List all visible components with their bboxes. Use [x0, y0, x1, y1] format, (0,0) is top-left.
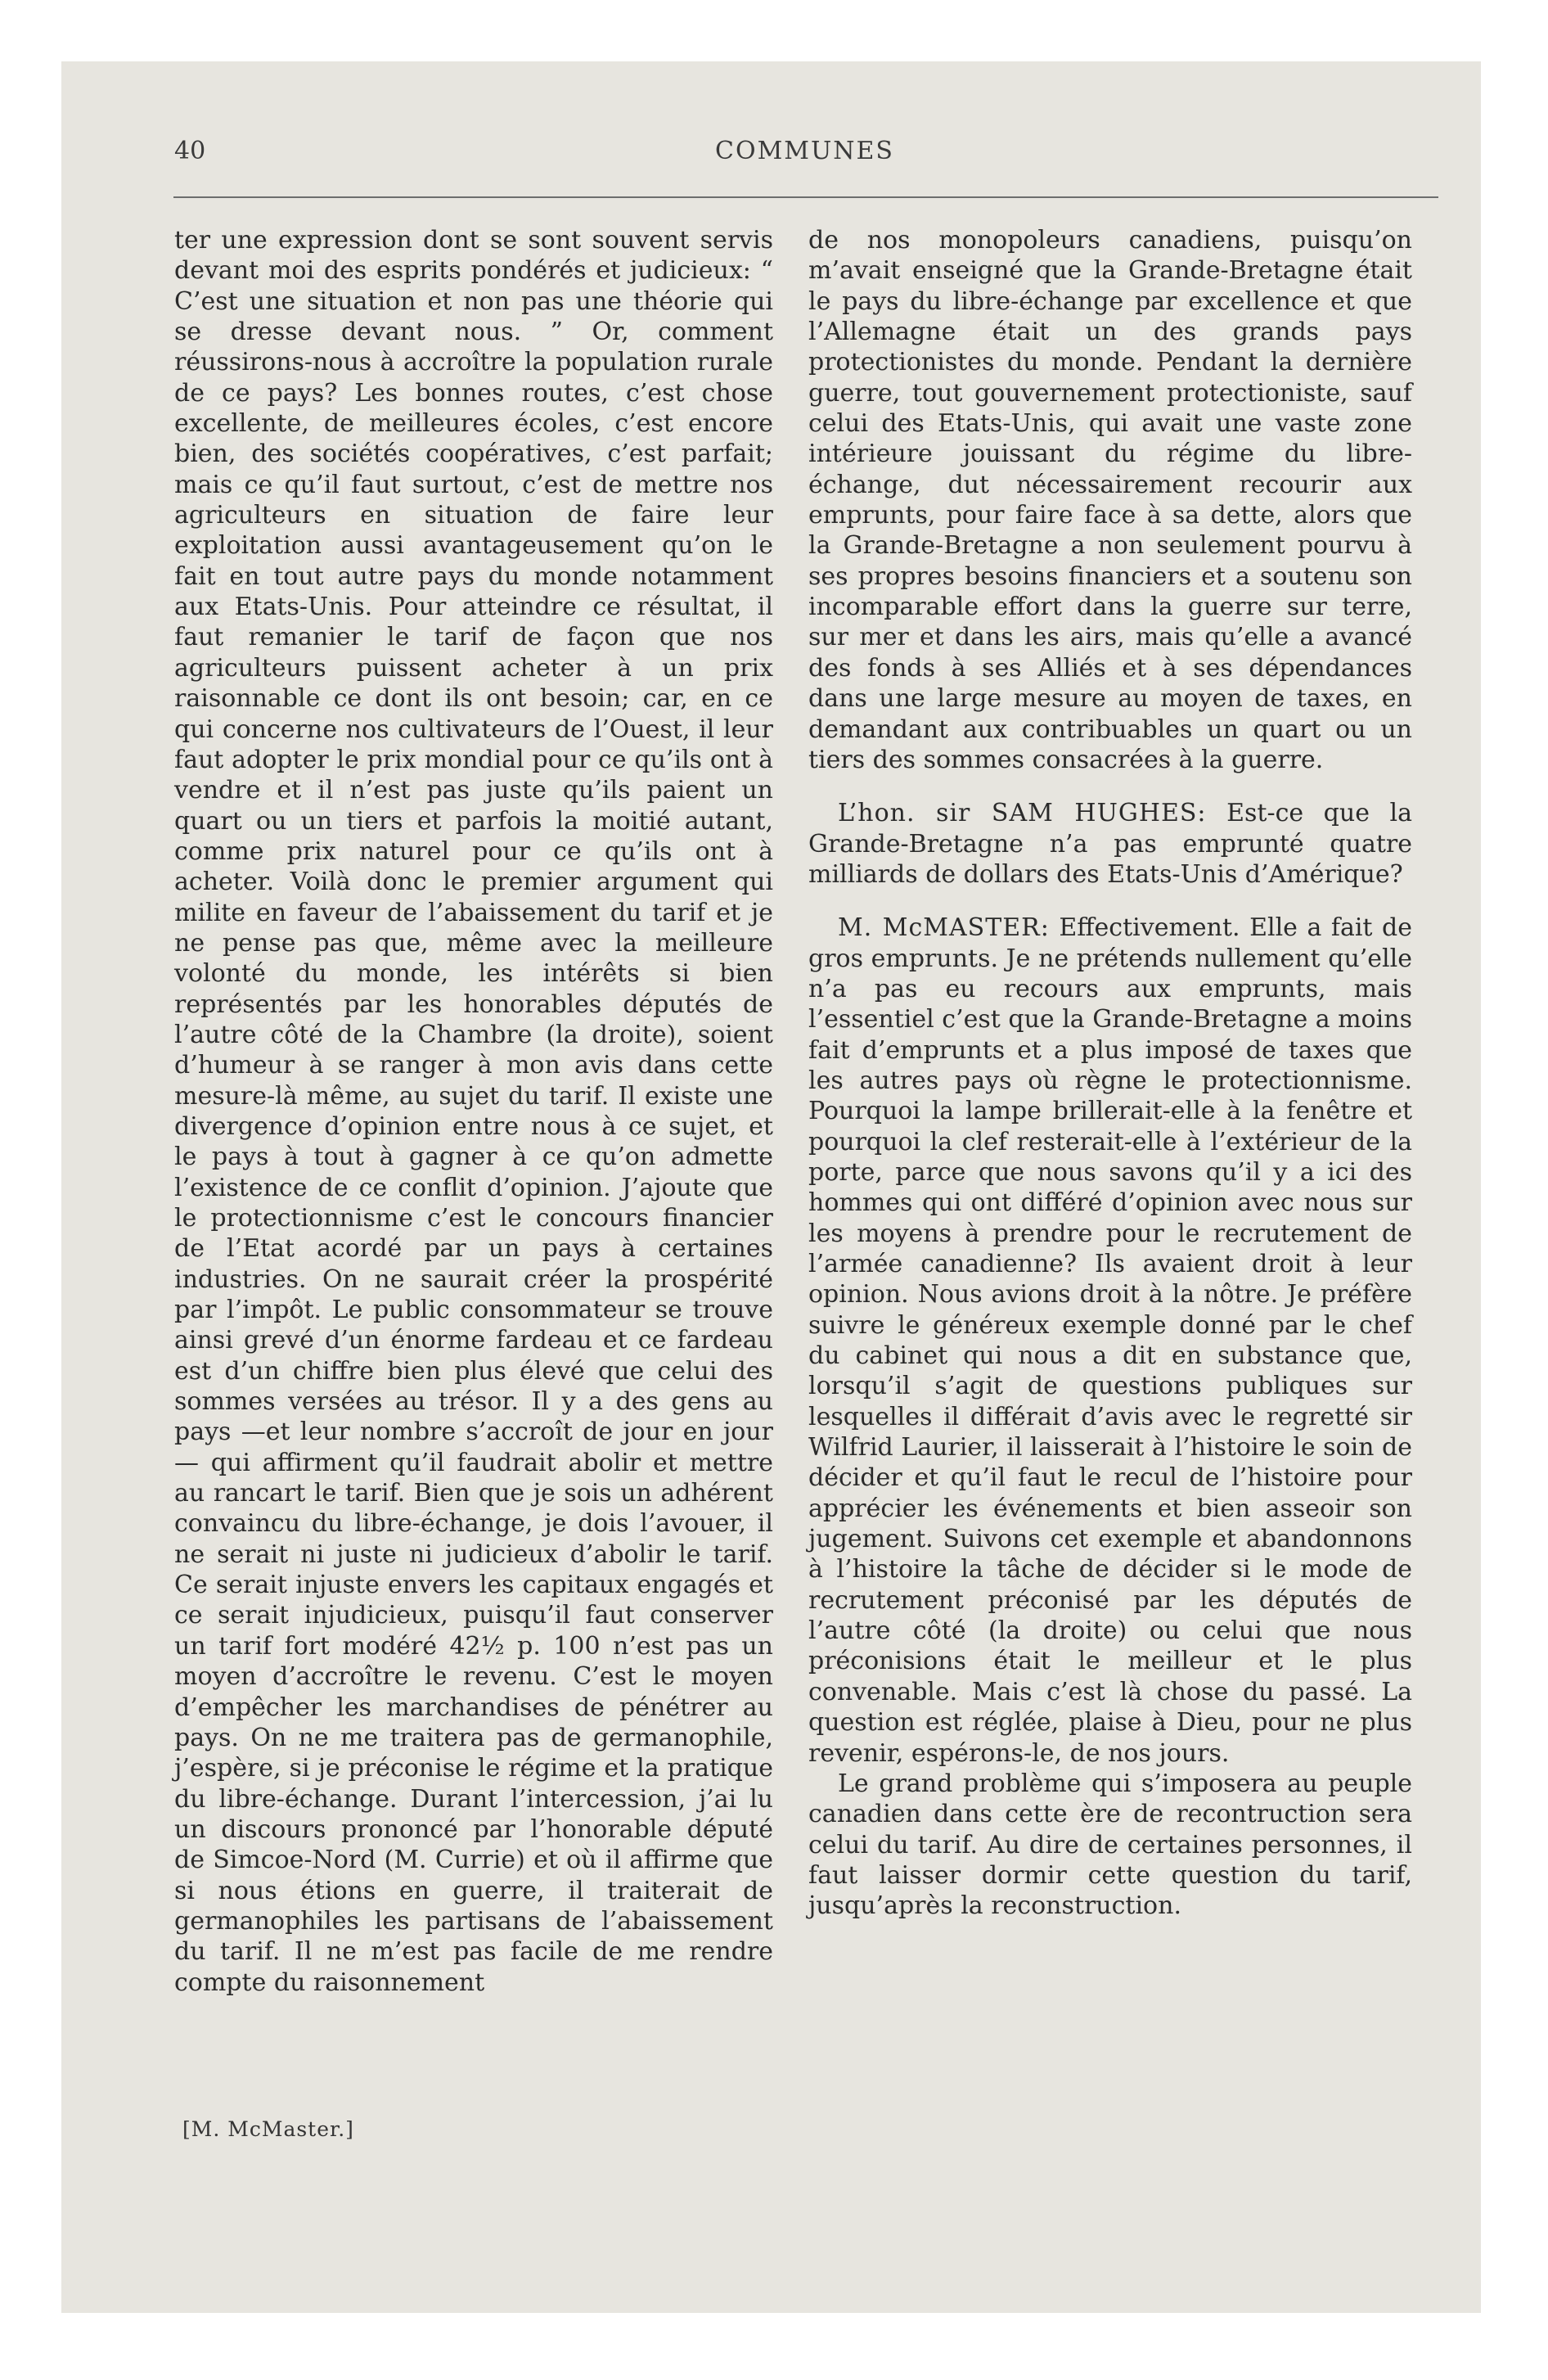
hughes-text: Est-ce que la Grande-Bretagne n’a pas emprunté quatre milliards de dollars des Etats-Unis d’Amérique? — [808, 799, 1412, 889]
right-paragraph-1: de nos monopoleurs canadiens, puisqu’on m’avait enseigné que la Grande-Bretagne était le pays du libre-échange par excellence et que l’Allemagne était un des grands pays protectionistes du monde. Pendant la dernière guerre, tout gouvernement protectioniste, sauf celui des Etats-Unis, qui avait une vaste zone intérieure jouissant du régime du libre-échange, dut nécessairement recourir aux emprunts, pour faire face à sa dette, alors que la Grande-Bretagne a non seulement pourvu à ses propres besoins financiers et a soutenu son incomparable effort dans la guerre sur terre, sur mer et dans les airs, mais qu’elle a avancé des fonds à ses Alliés et à ses dépendances dans une large mesure au moyen de taxes, en demandant aux contribuables un quart ou un tiers des sommes consacrées à la guerre. — [808, 226, 1412, 774]
page-sheet — [61, 61, 1481, 2313]
hughes-intervention — [808, 798, 1412, 890]
left-column — [174, 225, 773, 1998]
header-rule — [173, 196, 1438, 198]
page-header — [174, 137, 1435, 178]
left-paragraph: ter une expression dont se sont souvent servis devant moi des esprits pondérés et judicieux: “ C’est une situation et non pas une théorie qui se dresse devant nous. ” Or, comment réussirons-nous à accroître la population rurale de ce pays? Les bonnes routes, c’est chose excellente, de meilleures écoles, c’est encore bien, des sociétés coopératives, c’est parfait; mais ce qu’il faut surtout, c’est de mettre nos agriculteurs en situation de faire leur exploitation aussi avantageusement qu’on le fait en tout autre pays du monde notamment aux Etats-Unis. Pour atteindre ce résultat, il faut remanier le tarif de façon que nos agriculteurs puissent acheter à un prix raisonnable ce dont ils ont besoin; car, en ce qui concerne nos cultivateurs de l’Ouest, il leur faut adopter le prix mondial pour ce qu’ils ont à vendre et il n’est pas juste qu’ils paient un quart ou un tiers et parfois la moitié autant, comme prix naturel pour ce qu’ils ont à acheter. Voilà donc le premier argument qui milite en faveur de l’abaissement du tarif et je ne pense pas que, même avec la meilleure volonté du monde, les intérêts si bien représentés par les honorables députés de l’autre côté de la Chambre (la droite), soient d’humeur à se ranger à mon avis dans cette mesure-là même, au sujet du tarif. Il existe une divergence d’opinion entre nous à ce sujet, et le pays à tout à gagner à ce qu’on admette l’existence de ce conflit d’opinion. J’ajoute que le protectionnisme c’est le concours financier de l’Etat acordé par un pays à certaines industries. On ne saurait créer la prospérité par l’impôt. Le public consommateur se trouve ainsi grevé d’un énorme fardeau et ce fardeau est d’un chiffre bien plus élevé que celui des sommes versées au trésor. Il y a des gens au pays —et leur nombre s’accroît de jour en jour— qui affirment qu’il faudrait abolir et mettre au rancart le tarif. Bien que je sois un adhérent convaincu du libre-échange, je dois l’avouer, il ne serait ni juste ni judicieux d’abolir le tarif. Ce serait injuste envers les capitaux engagés et ce serait injudicieux, puisqu’il faut conserver un tarif fort modéré 42½ p. 100 n’est pas un moyen d’accroître le revenu. C’est le moyen d’empêcher les marchandises de pénétrer au pays. On ne me traitera pas de germanophile, j’espère, si je préconise le régime et la pratique du libre-échange. Durant l’intercession, j’ai lu un discours prononcé par l’honorable député de Simcoe-Nord (M. Currie) et où il affirme que si nous étions en guerre, il traiterait de germanophiles les partisans de l’abaissement du tarif. Il ne m’est pas facile de me rendre compte du raisonnement — [174, 226, 773, 1997]
speaker-hughes: L’hon. sir SAM HUGHES: — [838, 799, 1207, 828]
running-title: COMMUNES — [715, 137, 894, 165]
mcmaster-text: Effectivement. Elle a fait de gros emprunts. Je ne prétends nullement qu’elle n’a pas eu recours aux emprunts, mais l’essentiel c’est que la Grande-Bretagne a moins fait d’emprunts et a plus imposé de taxes que les autres pays où règne le protectionnisme. Pourquoi la lampe brillerait-elle à la fenêtre et pourquoi la clef resterait-elle à l’extérieur de la porte, parce que nous savons qu’il y a ici des hommes qui ont différé d’opinion avec nous sur les moyens à prendre pour le recrutement de l’armée canadienne? Ils avaient droit à leur opinion. Nous avions droit à la nôtre. Je préfère suivre le généreux exemple donné par le chef du cabinet qui nous a dit en substance que, lorsqu’il s’agit de questions publiques sur lesquelles il différait d’avis avec le regretté sir Wilfrid Laurier, il laisserait à l’histoire le soin de décider et qu’il faut le recul de l’histoire pour apprécier les événements et bien asseoir son jugement. Suivons cet exemple et abandonnons à l’histoire la tâche de décider si le mode de recrutement préconisé par les députés de l’autre côté (la droite) ou celui que nous préconisions était le meilleur et le plus convenable. Mais c’est là chose du passé. La question est réglée, plaise à Dieu, pour ne plus revenir, espérons-le, de nos jours. — [808, 913, 1412, 1768]
speaker-attribution: [M. McMaster.] — [182, 2117, 354, 2141]
speaker-mcmaster: M. McMASTER: — [838, 913, 1050, 943]
right-paragraph-last: Le grand problème qui s’imposera au peuple canadien dans cette ère de recontruction sera celui du tarif. Au dire de certaines personnes, il faut laisser dormir cette question du tarif, jusqu’après la reconstruction. — [808, 1769, 1412, 1921]
page-number: 40 — [174, 137, 206, 165]
mcmaster-intervention — [808, 913, 1412, 1769]
right-column — [808, 225, 1412, 1922]
